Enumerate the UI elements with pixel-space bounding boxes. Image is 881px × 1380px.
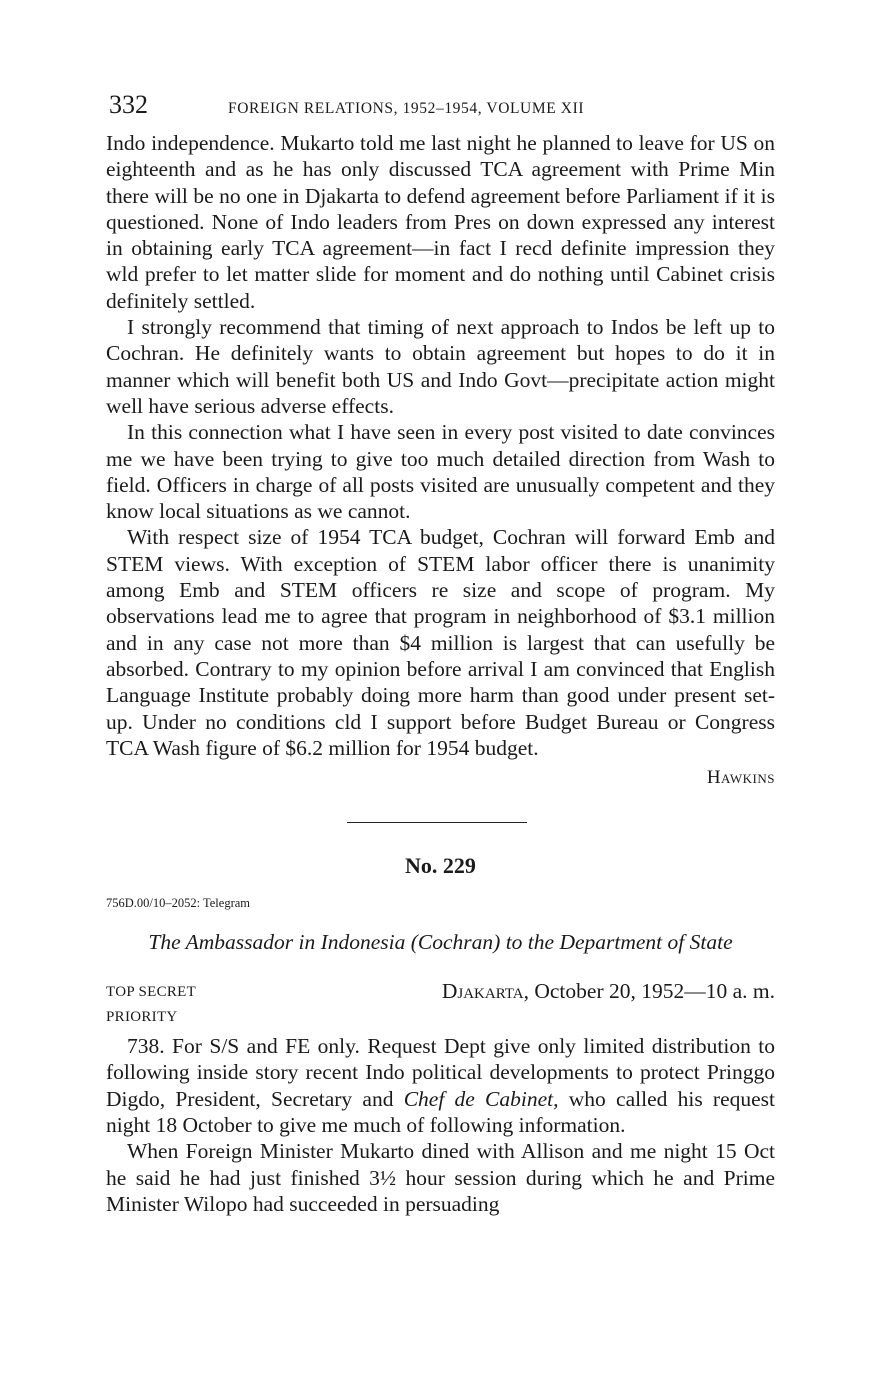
page-number: 332 [109,90,148,119]
precedence: PRIORITY [106,1009,178,1026]
body-paragraph: In this connection what I have seen in every post visited to date convinces me we have been trying to give too much detailed direction from Wash to field. Officers in charge of all posts visited are unusually competent and they know local situations as we cannot. [106,420,775,524]
dateline-place: Djakarta [441,979,524,1004]
classification: TOP SECRET [106,984,197,1001]
dateline [442,979,775,1004]
paragraph-text: 738. For S/S and FE only. Request Dept give only limited distribution to following inside story recent Indo political developments to protect Pringgo Digdo, President, Secretary and [106,1034,775,1111]
dateline-date: , October 20, 1952—10 a. m. [523,979,775,1004]
document-title: The Ambassador in Indonesia (Cochran) to the Department of State [148,930,733,955]
paragraph-text: who called his request night 18 October to give me much of following information. [106,1086,776,1138]
signature: Hawkins [706,767,775,789]
section-divider [347,822,527,823]
document-page [106,90,775,1217]
body-paragraph: Indo independence. Mukarto told me last night he planned to leave for US on eighteenth and as he has only discussed TCA agreement with Prime Min there will be no one in Djakarta to defend agreement before Parliament if it is questioned. None of Indo leaders from Pres on down expressed any interest in obtaining early TCA agreement—in fact I recd definite impression they wld prefer to let matter slide for moment and do nothing until Cabinet crisis definitely settled. [106,131,775,313]
telegram-metadata [106,979,775,1033]
running-head-title: FOREIGN RELATIONS, 1952–1954, VOLUME XII [228,100,585,117]
body-paragraph: I strongly recommend that timing of next approach to Indos be left up to Cochran. He definitely wants to obtain agreement but hopes to do it in manner which will benefit both US and Indo Govt—precipitate action might well have serious adverse effects. [106,315,775,418]
running-head [106,90,775,130]
body-paragraph [106,1033,775,1138]
document-number: No. 229 [405,853,476,879]
body-paragraph: With respect size of 1954 TCA budget, Cochran will forward Emb and STEM views. With exception of STEM labor officer there is unanimity among Emb and STEM officers re size and scope of program. My observations lead me to agree that program in neighborhood of $3.1 million and in any case not more than $4 million is largest that can usefully be absorbed. Contrary to my opinion before arrival I am convinced that English Language Institute probably doing more harm than good under present set-up. Under no conditions cld I support before Budget Bureau or Congress TCA Wash figure of $6.2 million for 1954 budget. [106,525,775,760]
italic-phrase: Chef de Cabinet, [403,1086,559,1111]
body-paragraph: When Foreign Minister Mukarto dined with Allison and me night 15 Oct he said he had just finished 3½ hour session during which he and Prime Minister Wilopo had succeeded in persuading [106,1139,775,1216]
file-reference: 756D.00/10–2052: Telegram [106,896,251,911]
